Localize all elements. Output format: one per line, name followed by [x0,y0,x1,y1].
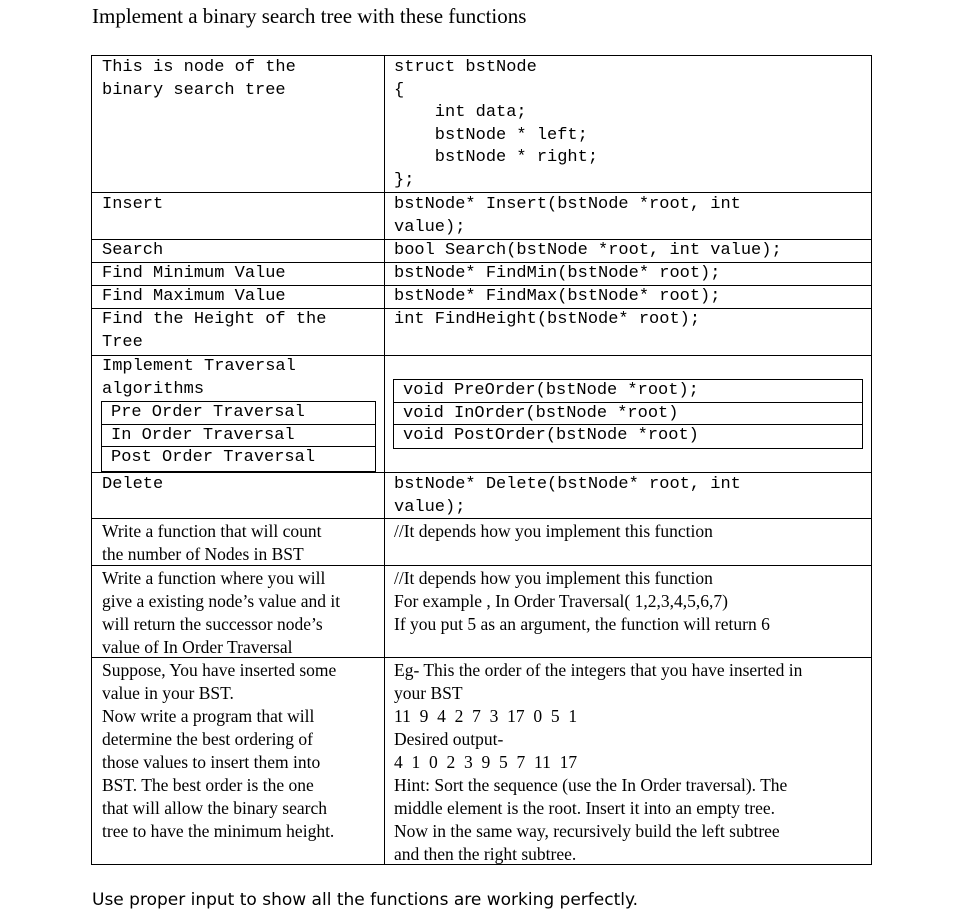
traversal-signatures-box [393,379,863,449]
delete-signature: bstNode* Delete(bstNode* root, int value); [394,475,741,517]
node-struct-code: struct bstNode { int data; bstNode * left; bstNode * right; }; [394,58,599,190]
find-max-signature: bstNode* FindMax(bstNode* root); [394,287,721,306]
traversal-signature: void PreOrder(bstNode *root); [394,380,862,403]
traversal-signature: void PostOrder(bstNode *root) [403,426,699,446]
column-divider [384,56,385,864]
traversal-name: Pre Order Traversal [102,402,375,425]
successor-label: Write a function where you will give a existing node’s value and it will return the successor node’s value of In Order Traversal [102,568,341,657]
count-nodes-label: Write a function that will count the number of Nodes in BST [102,521,322,564]
insert-label: Insert [102,195,164,214]
page-title: Implement a binary search tree with these functions [92,4,527,28]
insert-signature: bstNode* Insert(bstNode *root, int value); [394,195,741,237]
find-min-signature: bstNode* FindMin(bstNode* root); [394,264,721,283]
find-max-label: Find Maximum Value [102,287,286,306]
delete-label: Delete [102,475,164,494]
search-label: Search [102,241,164,260]
best-order-description: Eg- This the order of the integers that you have inserted in your BST 11 9 4 2 7 3 17 0 5 1 Desired output- 4 1 0 2 3 9 5 7 11 17 Hint: Sort the sequence (use the In Order traversal). The middle element is the root. Insert it into an empty tree. Now in the same way, recursively build the left subtree and then the right subtree. [394,660,803,864]
best-order-label: Suppose, You have inserted some value in your BST. Now write a program that will determine the best ordering of those values to insert them into BST. The best order is the one that will allow the binary search tree to have the minimum height. [102,660,337,841]
node-label: This is node of the binary search tree [102,58,296,100]
function-table [91,55,872,865]
successor-description: //It depends how you implement this function For example , In Order Traversal( 1,2,3,4,5,6,7) If you put 5 as an argument, the function will return 6 [394,568,770,634]
find-min-label: Find Minimum Value [102,264,286,283]
traversal-name: In Order Traversal [102,425,375,448]
row-divider [92,472,871,473]
traversal-name: Post Order Traversal [111,448,316,468]
traversal-label: Implement Traversal algorithms [102,357,296,399]
traversal-signature: void InOrder(bstNode *root) [394,403,862,426]
height-signature: int FindHeight(bstNode* root); [394,310,701,329]
count-nodes-description: //It depends how you implement this function [394,521,713,541]
traversal-names-box [101,401,376,472]
height-label: Find the Height of the Tree [102,310,327,352]
search-signature: bool Search(bstNode *root, int value); [394,241,782,260]
footer-note: Use proper input to show all the functions are working perfectly. [92,890,639,910]
